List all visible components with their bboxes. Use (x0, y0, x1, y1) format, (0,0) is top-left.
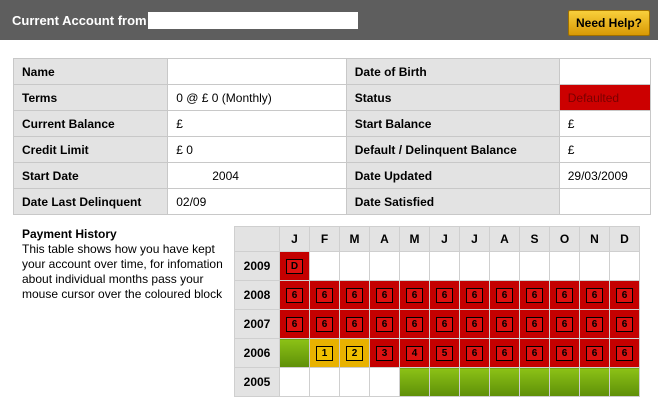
month-header: O (550, 227, 580, 252)
history-cell-empty (400, 252, 430, 281)
history-cell[interactable] (370, 281, 400, 310)
need-help-button[interactable]: Need Help? (568, 10, 650, 36)
month-header: D (610, 227, 640, 252)
history-cell-empty (490, 252, 520, 281)
history-cell[interactable] (520, 339, 550, 368)
status-code-badge: 6 (316, 288, 333, 303)
status-code-badge: 6 (376, 317, 393, 332)
history-cell[interactable] (610, 339, 640, 368)
history-cell[interactable] (400, 339, 430, 368)
history-cell[interactable] (430, 281, 460, 310)
history-cell[interactable] (400, 281, 430, 310)
history-cell-ok[interactable] (550, 368, 580, 397)
status-code-badge: 6 (286, 288, 303, 303)
info-label: Date Updated (346, 163, 559, 189)
history-year: 2009 (235, 252, 280, 281)
history-cell[interactable] (580, 281, 610, 310)
info-value: £ 0 (168, 137, 347, 163)
history-row (235, 252, 640, 281)
history-cell[interactable] (400, 310, 430, 339)
history-cell[interactable] (490, 281, 520, 310)
history-cell[interactable] (610, 281, 640, 310)
status-code-badge: 6 (436, 288, 453, 303)
month-header: J (460, 227, 490, 252)
payment-history-table (234, 226, 640, 397)
history-cell[interactable] (610, 310, 640, 339)
month-header: M (340, 227, 370, 252)
info-value: £ (559, 137, 650, 163)
status-code-badge: 5 (436, 346, 453, 361)
history-cell-empty (310, 368, 340, 397)
history-cell[interactable] (460, 310, 490, 339)
history-row (235, 339, 640, 368)
status-code-badge: 6 (466, 346, 483, 361)
status-code-badge: 6 (616, 346, 633, 361)
info-value: £ (168, 111, 347, 137)
history-corner (235, 227, 280, 252)
info-value: 02/09 (168, 189, 347, 215)
header-title: Current Account from (12, 13, 147, 28)
history-cell-ok[interactable] (610, 368, 640, 397)
history-cell[interactable] (340, 281, 370, 310)
status-code-badge: 6 (586, 288, 603, 303)
history-cell-ok[interactable] (280, 339, 310, 368)
history-cell[interactable] (370, 310, 400, 339)
status-code-badge: 6 (586, 317, 603, 332)
info-row (14, 189, 651, 215)
history-cell-empty (520, 252, 550, 281)
info-value (168, 59, 347, 85)
status-code-badge: 6 (496, 317, 513, 332)
info-value: £ (559, 111, 650, 137)
history-cell-empty (610, 252, 640, 281)
history-year: 2007 (235, 310, 280, 339)
month-header: S (520, 227, 550, 252)
history-cell[interactable] (310, 310, 340, 339)
history-cell-empty (580, 252, 610, 281)
status-code-badge: 4 (406, 346, 423, 361)
history-cell[interactable] (520, 281, 550, 310)
history-row (235, 281, 640, 310)
history-cell[interactable] (580, 310, 610, 339)
status-code-badge: 6 (526, 317, 543, 332)
info-label: Start Balance (346, 111, 559, 137)
status-code-badge: 6 (466, 317, 483, 332)
info-row (14, 85, 651, 111)
info-row (14, 163, 651, 189)
history-year: 2006 (235, 339, 280, 368)
history-row (235, 310, 640, 339)
info-row (14, 59, 651, 85)
info-label: Credit Limit (14, 137, 168, 163)
history-cell-empty (280, 368, 310, 397)
info-label: Date Last Delinquent (14, 189, 168, 215)
info-value: 29/03/2009 (559, 163, 650, 189)
history-cell-ok[interactable] (490, 368, 520, 397)
payment-history-title: Payment History (22, 227, 117, 241)
info-value: 0 @ £ 0 (Monthly) (168, 85, 347, 111)
history-cell[interactable] (460, 339, 490, 368)
month-header: A (370, 227, 400, 252)
history-cell[interactable] (460, 281, 490, 310)
history-cell-ok[interactable] (400, 368, 430, 397)
month-header: J (430, 227, 460, 252)
info-label: Status (346, 85, 559, 111)
history-cell-empty (370, 368, 400, 397)
status-code-badge: 6 (526, 288, 543, 303)
history-cell[interactable] (580, 339, 610, 368)
history-cell[interactable] (280, 310, 310, 339)
status-code-badge: 1 (316, 346, 333, 361)
history-cell[interactable] (430, 310, 460, 339)
history-cell-empty (370, 252, 400, 281)
status-code-badge: 6 (556, 317, 573, 332)
status-code-badge: 6 (496, 288, 513, 303)
status-code-badge: 6 (616, 288, 633, 303)
status-code-badge: 6 (346, 317, 363, 332)
status-code-badge: 6 (556, 288, 573, 303)
status-code-badge: 6 (616, 317, 633, 332)
status-code-badge: 6 (376, 288, 393, 303)
month-header: F (310, 227, 340, 252)
history-cell-empty (310, 252, 340, 281)
history-row (235, 368, 640, 397)
history-cell[interactable] (340, 339, 370, 368)
status-badge: Defaulted (559, 85, 650, 111)
status-code-badge: 6 (286, 317, 303, 332)
month-header: M (400, 227, 430, 252)
info-label: Date Satisfied (346, 189, 559, 215)
info-value (559, 59, 650, 85)
info-label: Default / Delinquent Balance (346, 137, 559, 163)
history-cell[interactable] (310, 281, 340, 310)
history-cell[interactable] (340, 310, 370, 339)
info-row (14, 137, 651, 163)
history-year: 2005 (235, 368, 280, 397)
info-label: Start Date (14, 163, 168, 189)
history-cell-ok[interactable] (580, 368, 610, 397)
info-label: Current Balance (14, 111, 168, 137)
history-cell-ok[interactable] (460, 368, 490, 397)
history-cell[interactable] (280, 252, 310, 281)
history-cell[interactable] (550, 339, 580, 368)
page-header (0, 0, 658, 40)
history-cell[interactable] (490, 339, 520, 368)
account-info-table (13, 58, 651, 215)
status-code-badge: 6 (436, 317, 453, 332)
history-cell[interactable] (280, 281, 310, 310)
status-code-badge: 6 (346, 288, 363, 303)
month-header: A (490, 227, 520, 252)
status-code-badge: 6 (586, 346, 603, 361)
status-code-badge: D (286, 259, 303, 274)
info-value (559, 189, 650, 215)
history-cell-empty (430, 252, 460, 281)
history-cell[interactable] (430, 339, 460, 368)
history-year: 2008 (235, 281, 280, 310)
info-label: Date of Birth (346, 59, 559, 85)
history-cell-ok[interactable] (520, 368, 550, 397)
history-cell[interactable] (370, 339, 400, 368)
history-cell-empty (340, 368, 370, 397)
history-cell[interactable] (550, 281, 580, 310)
history-cell[interactable] (550, 310, 580, 339)
month-header: N (580, 227, 610, 252)
status-code-badge: 3 (376, 346, 393, 361)
info-label: Name (14, 59, 168, 85)
status-code-badge: 6 (406, 317, 423, 332)
account-name-field[interactable] (148, 12, 358, 29)
status-code-badge: 6 (316, 317, 333, 332)
info-label: Terms (14, 85, 168, 111)
status-code-badge: 2 (346, 346, 363, 361)
history-cell[interactable] (520, 310, 550, 339)
status-code-badge: 6 (526, 346, 543, 361)
status-code-badge: 6 (406, 288, 423, 303)
status-code-badge: 6 (496, 346, 513, 361)
history-cell-empty (340, 252, 370, 281)
history-cell[interactable] (490, 310, 520, 339)
info-row (14, 111, 651, 137)
info-value: 2004 (168, 163, 347, 189)
history-cell-empty (460, 252, 490, 281)
history-cell[interactable] (310, 339, 340, 368)
status-code-badge: 6 (466, 288, 483, 303)
status-code-badge: 6 (556, 346, 573, 361)
month-header: J (280, 227, 310, 252)
payment-history-description: This table shows how you have kept your account over time, for infomation about individual months pass your mouse cursor over the coloured block (22, 242, 223, 301)
history-cell-empty (550, 252, 580, 281)
history-cell-ok[interactable] (430, 368, 460, 397)
